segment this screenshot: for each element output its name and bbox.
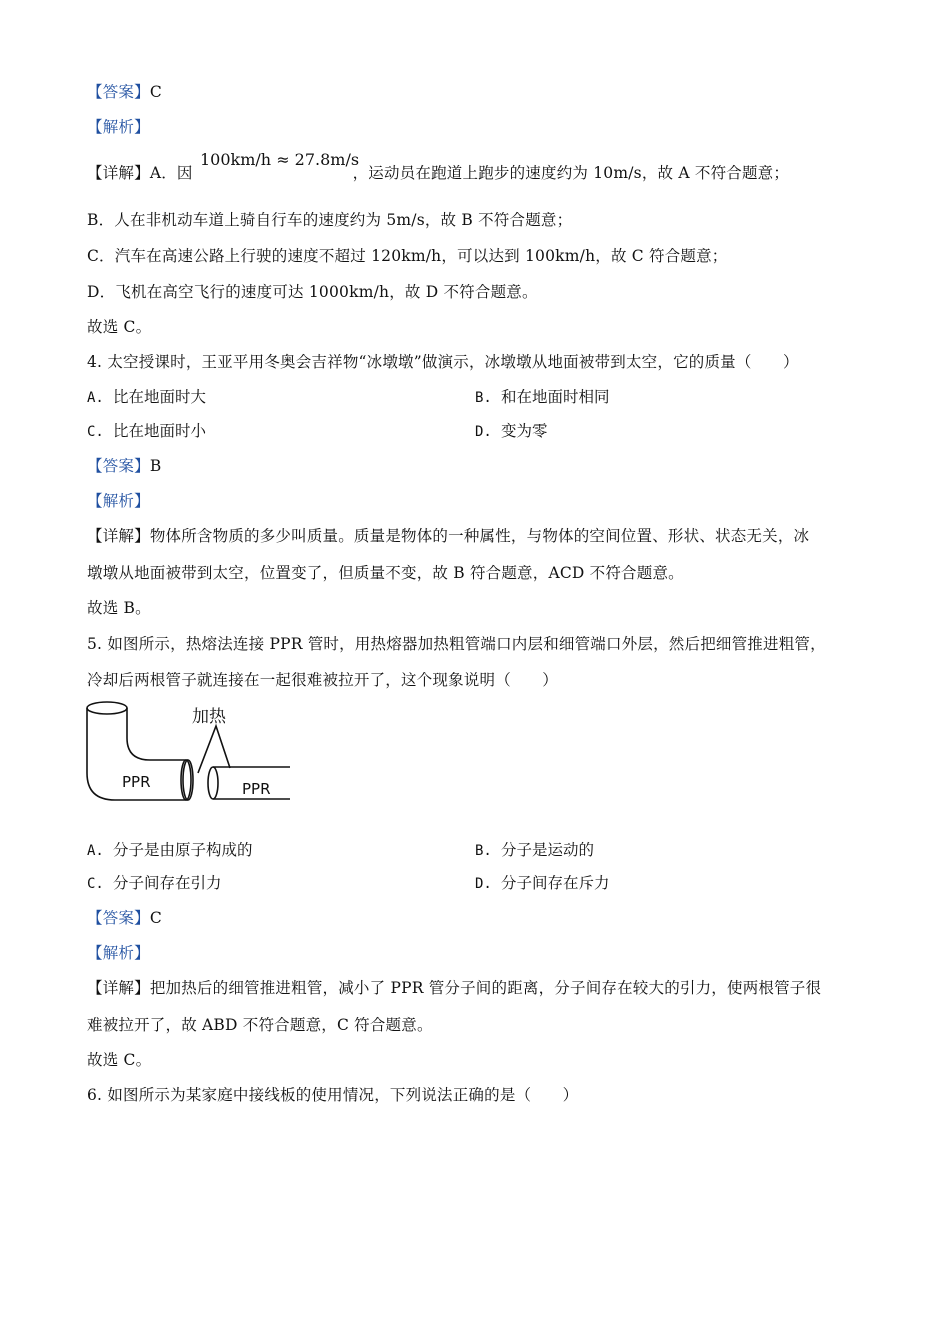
option-letter: A. — [87, 843, 104, 859]
option-text: 比在地面时大 — [113, 388, 207, 406]
speed-formula: 100km/h ≈ 27.8m/s — [200, 150, 360, 169]
q4-answer — [87, 456, 161, 476]
option-text: 分子是由原子构成的 — [113, 841, 253, 859]
detail-a-prefix: A．因 — [149, 164, 193, 182]
q5-option-d — [475, 873, 610, 894]
q5-detail-2: 难被拉开了，故 ABD 不符合题意，C 符合题意。 — [87, 1016, 433, 1034]
q3-detail-d: D．飞机在高空飞行的速度可达 1000km/h，故 D 不符合题意。 — [87, 283, 538, 301]
q3-conclusion: 故选 C。 — [87, 318, 152, 336]
q4-conclusion: 故选 B。 — [87, 599, 151, 617]
q4-analysis-tag: 【解析】 — [87, 492, 150, 510]
option-letter: D. — [475, 876, 492, 892]
q3-detail-c: C．汽车在高速公路上行驶的速度不超过 120km/h，可以达到 100km/h，故 C 符合题意； — [87, 247, 728, 265]
answer-value: C — [149, 83, 162, 101]
q3-detail-a — [87, 163, 789, 183]
heater-triangle — [198, 726, 230, 773]
q5-option-a — [87, 840, 253, 861]
q5-detail-1 — [87, 978, 821, 998]
q4-option-c — [87, 421, 206, 442]
answer-tag: 【答案】 — [87, 909, 150, 927]
q4-detail-2: 墩墩从地面被带到太空，位置变了，但质量不变，故 B 符合题意，ACD 不符合题意。 — [87, 564, 684, 582]
option-letter: B. — [475, 390, 492, 406]
detail-tag: 【详解】 — [87, 164, 150, 182]
q5-conclusion: 故选 C。 — [87, 1051, 152, 1069]
q6-stem: 6. 如图所示为某家庭中接线板的使用情况，下列说法正确的是（ ） — [87, 1086, 579, 1104]
q3-analysis-tag: 【解析】 — [87, 118, 150, 136]
pipe-label-right: PPR — [242, 780, 271, 798]
pipe-label-left: PPR — [122, 773, 151, 791]
q4-option-b — [475, 387, 610, 408]
answer-tag: 【答案】 — [87, 83, 150, 101]
detail-tag: 【详解】 — [87, 979, 150, 997]
detail-tag: 【详解】 — [87, 527, 150, 545]
answer-value: C — [149, 909, 162, 927]
answer-value: B — [149, 457, 162, 475]
q5-option-b — [475, 840, 594, 861]
q4-detail-1 — [87, 526, 809, 546]
q5-analysis-tag: 【解析】 — [87, 944, 150, 962]
option-text: 变为零 — [501, 422, 548, 440]
q3-answer — [87, 82, 162, 102]
option-text: 分子间存在引力 — [113, 874, 222, 892]
ppr-pipe-figure — [80, 698, 300, 808]
option-text: 和在地面时相同 — [501, 388, 610, 406]
q3-detail-b: B．人在非机动车道上骑自行车的速度约为 5m/s，故 B 不符合题意； — [87, 211, 573, 229]
option-text: 分子是运动的 — [501, 841, 595, 859]
q5-answer — [87, 908, 162, 928]
q4-option-a — [87, 387, 206, 408]
q4-stem: 4. 太空授课时，王亚平用冬奥会吉祥物“冰墩墩”做演示，冰墩墩从地面被带到太空，它的质量（ ） — [87, 353, 799, 371]
option-letter: C. — [87, 424, 104, 440]
option-letter: D. — [475, 424, 492, 440]
answer-tag: 【答案】 — [87, 457, 150, 475]
option-text: 分子间存在斥力 — [501, 874, 610, 892]
q5-option-c — [87, 873, 222, 894]
q5-stem-1: 5. 如图所示，热熔法连接 PPR 管时，用热熔器加热粗管端口内层和细管端口外层，然后把细管推进粗管， — [87, 635, 826, 653]
option-letter: A. — [87, 390, 104, 406]
option-letter: B. — [475, 843, 492, 859]
q5-stem-2: 冷却后两根管子就连接在一起很难被拉开了，这个现象说明（ ） — [87, 671, 559, 689]
detail-a-suffix: ，运动员在跑道上跑步的速度约为 10m/s，故 A 不符合题意； — [352, 164, 790, 182]
q4-option-d — [475, 421, 548, 442]
option-letter: C. — [87, 876, 104, 892]
option-text: 比在地面时小 — [113, 422, 207, 440]
detail-text: 把加热后的细管推进粗管，减小了 PPR 管分子间的距离，分子间存在较大的引力，使两根管子很 — [149, 979, 822, 997]
heat-label: 加热 — [192, 707, 226, 727]
detail-text: 物体所含物质的多少叫质量。质量是物体的一种属性，与物体的空间位置、形状、状态无关，冰 — [149, 527, 810, 545]
